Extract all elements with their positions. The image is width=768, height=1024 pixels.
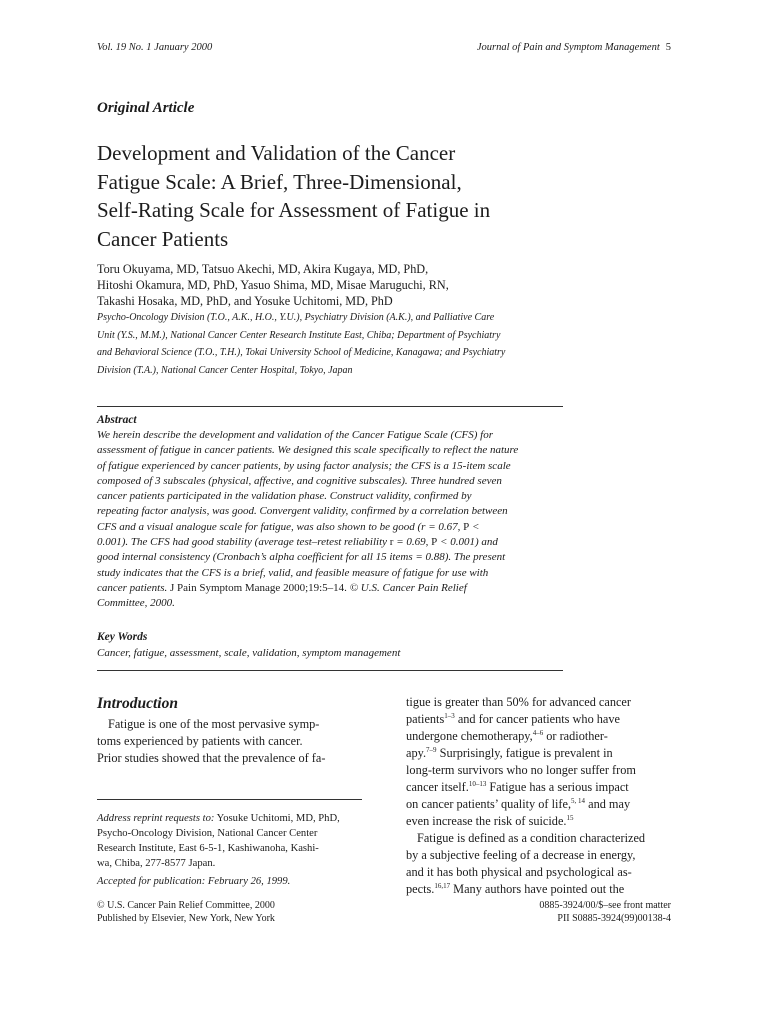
citation-superscript: 4–6 (532, 729, 544, 737)
abstract-line: of fatigue experienced by cancer patients, by using factor analysis; the CFS is a 15-item scale (97, 459, 511, 472)
abstract-text: = 0.69, (393, 536, 432, 549)
running-header-volume: Vol. 19 No. 1 January 2000 (97, 42, 213, 53)
body-line: by a subjective feeling of a decrease in energy, (406, 848, 636, 862)
body-text: patients (406, 712, 445, 726)
affiliation-line: and Behavioral Science (T.O., T.H.), Tokai University School of Medicine, Kanagawa; and Psychiatry (97, 347, 506, 358)
affiliations (97, 309, 567, 379)
article-title (97, 139, 657, 253)
body-line: tigue is greater than 50% for advanced cancer (406, 695, 631, 709)
body-line (406, 779, 672, 796)
footnote-line: Psycho-Oncology Division, National Cancer Center (97, 828, 318, 839)
abstract-line: We herein describe the development and validation of the Cancer Fatigue Scale (CFS) for (97, 429, 494, 441)
abstract-text: < 0.001) and (437, 536, 498, 549)
running-header-journal (477, 42, 671, 53)
abstract-line: Committee, 2000. (97, 597, 175, 610)
footnote-line: wa, Chiba, 277-8577 Japan. (97, 858, 216, 869)
citation-superscript: 15 (566, 814, 574, 822)
footnote (97, 811, 362, 889)
pii-text: PII S0885-3924(99)00138-4 (557, 913, 671, 924)
body-line: Prior studies showed that the prevalence of fa- (97, 751, 326, 765)
abstract-line: cancer patients participated in the validation phase. Construct validity, confirmed by (97, 490, 472, 503)
keywords-bottom-rule (97, 670, 563, 671)
affiliation-line: Division (T.A.), National Cancer Center Hospital, Tokyo, Japan (97, 364, 353, 376)
introduction-right-column (406, 694, 672, 898)
body-text: Fatigue has a serious impact (486, 780, 629, 794)
keywords-text: Cancer, fatigue, assessment, scale, validation, symptom management (97, 647, 401, 659)
body-text: even increase the risk of suicide. (406, 814, 567, 828)
introduction-left-column (97, 716, 362, 767)
body-line (406, 728, 672, 745)
keywords-heading: Key Words (97, 631, 148, 643)
footnote-line: Research Institute, East 6-5-1, Kashiwanoha, Kashi- (97, 843, 319, 854)
p-symbol: P (431, 536, 438, 549)
page-number: 5 (665, 42, 671, 53)
title-line: Fatigue Scale: A Brief, Three-Dimensional, (97, 169, 462, 194)
body-line (406, 881, 672, 898)
footnote-text: Yosuke Uchitomi, MD, PhD, (214, 813, 340, 824)
citation-superscript: 16,17 (434, 882, 451, 890)
body-text: and may (585, 797, 631, 811)
body-text: apy. (406, 746, 427, 760)
abstract-line: study indicates that the CFS is a brief, valid, and feasible measure of fatigue for use with (97, 566, 489, 579)
issn-text: 0885-3924/00/$–see front matter (539, 900, 671, 911)
body-text: pects. (406, 882, 435, 896)
body-text: on cancer patients’ quality of life, (406, 797, 572, 811)
citation: J Pain Symptom Manage 2000;19:5–14. (167, 581, 347, 594)
title-line: Cancer Patients (97, 226, 229, 251)
abstract-heading: Abstract (97, 414, 137, 426)
author-list (97, 261, 577, 309)
citation-superscript: 5, 14 (571, 797, 586, 805)
affiliation-line: Psycho-Oncology Division (T.O., A.K., H.O., Y.U.), Psychiatry Division (A.K.), and Palliative Care (97, 312, 495, 323)
body-line: and it has both physical and psychological as- (406, 865, 632, 879)
copyright-text: © U.S. Cancer Pain Relief Committee, 2000 (97, 900, 275, 911)
abstract-line: composed of 3 subscales (physical, affective, and cognitive subscales). Three hundred seven (97, 474, 502, 487)
footnote-rule (97, 799, 362, 800)
body-line: Fatigue is defined as a condition characterized (417, 831, 646, 845)
abstract-text: < (469, 520, 480, 533)
abstract-text: © U.S. Cancer Pain Relief (346, 581, 467, 594)
body-text: Surprisingly, fatigue is prevalent in (436, 746, 613, 760)
citation-superscript: 7–9 (426, 746, 437, 754)
body-line (406, 711, 672, 728)
body-text: Many authors have pointed out the (450, 882, 625, 896)
abstract-line (97, 535, 567, 550)
abstract-line: assessment of fatigue in cancer patients. We designed this scale specifically to reflect the nature (97, 444, 519, 457)
abstract-text: 0.001). The CFS had good stability (average test–retest reliability (97, 536, 388, 549)
abstract-text: cancer patients. (97, 581, 168, 594)
body-text: or radiother- (543, 729, 608, 743)
body-line (406, 813, 672, 830)
body-line (406, 745, 672, 762)
abstract-line (97, 581, 567, 596)
copyright-block (97, 899, 275, 925)
author-line: Hitoshi Okamura, MD, PhD, Yasuo Shima, MD, Misae Maruguchi, RN, (97, 278, 449, 292)
publisher-text: Published by Elsevier, New York, New York (97, 913, 275, 924)
abstract-text: CFS and a visual analogue scale for fatigue, was also shown to be good (r = 0.67, (97, 520, 461, 533)
body-line: toms experienced by patients with cancer. (97, 734, 303, 748)
abstract-line: repeating factor analysis, was good. Convergent validity, confirmed by a correlation between (97, 505, 508, 518)
body-line (406, 796, 672, 813)
accepted-date: Accepted for publication: February 26, 1999. (97, 876, 291, 887)
footnote-line (97, 811, 362, 826)
body-text: undergone chemotherapy, (406, 729, 533, 743)
citation-superscript: 1–3 (444, 712, 455, 720)
body-line: long-term survivors who no longer suffer from (406, 763, 636, 777)
abstract-body (97, 428, 567, 612)
body-text: cancer itself. (406, 780, 469, 794)
abstract-line: good internal consistency (Cronbach’s alpha coefficient for all 15 items = 0.88). The present (97, 551, 506, 564)
footnote-label: Address reprint requests to: (97, 813, 215, 824)
title-line: Development and Validation of the Cancer (97, 141, 456, 165)
citation-superscript: 10–13 (468, 780, 487, 788)
article-type: Original Article (97, 100, 195, 116)
author-line: Takashi Hosaka, MD, PhD, and Yosuke Uchitomi, MD, PhD (97, 294, 393, 308)
introduction-heading: Introduction (97, 695, 178, 712)
journal-name: Journal of Pain and Symptom Management (476, 42, 660, 53)
body-line: Fatigue is one of the most pervasive symp- (108, 717, 320, 731)
author-line: Toru Okuyama, MD, Tatsuo Akechi, MD, Akira Kugaya, MD, PhD, (97, 262, 429, 276)
identifier-block (539, 899, 671, 925)
abstract-top-rule (97, 406, 563, 407)
body-text: and for cancer patients who have (454, 712, 621, 726)
affiliation-line: Unit (Y.S., M.M.), National Cancer Center Research Institute East, Chiba; Department of Psychiatry (97, 329, 501, 341)
p-symbol: P (463, 520, 470, 533)
r-symbol: r (389, 536, 394, 549)
abstract-line (97, 520, 567, 535)
title-line: Self-Rating Scale for Assessment of Fatigue in (97, 198, 491, 222)
